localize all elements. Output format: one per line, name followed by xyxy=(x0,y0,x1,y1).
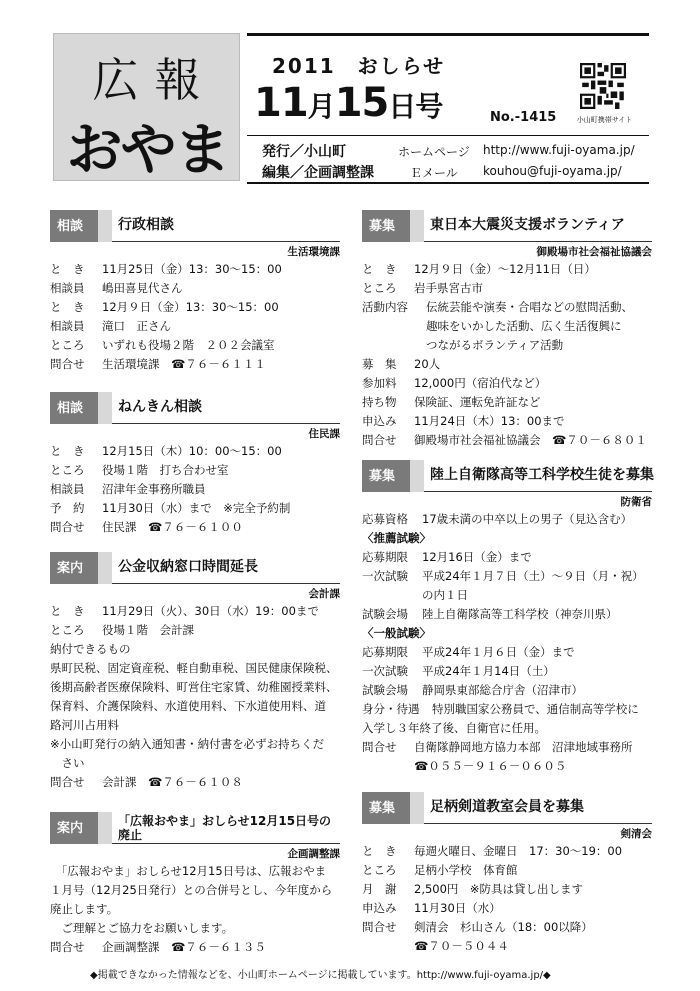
detail-row xyxy=(362,757,652,776)
detail-value: 平成24年１月６日（金）まで xyxy=(422,645,575,659)
category-tag: 案内 xyxy=(50,552,98,584)
detail-label: と き xyxy=(50,444,85,458)
article-header xyxy=(50,210,340,242)
detail-row xyxy=(362,700,652,719)
detail-value: 12月９日（金）～12月11日（日） xyxy=(414,262,596,276)
detail-value: 12,000円（宿泊代など） xyxy=(414,376,547,390)
detail-row xyxy=(362,842,652,861)
category-tag: 募集 xyxy=(362,460,410,492)
detail-value: 特別職国家公務員で、通信制高等学校に xyxy=(432,702,639,716)
detail-value: 足柄小学校 体育館 xyxy=(414,863,518,877)
article-department: 会計課 xyxy=(308,588,340,600)
detail-value: 剣清会 杉山さん（18：00以降） xyxy=(414,920,593,934)
tag-accent xyxy=(98,392,112,424)
detail-label xyxy=(362,937,410,956)
detail-label: 参加料 xyxy=(362,376,397,390)
detail-label: 問合せ xyxy=(50,775,85,789)
detail-row xyxy=(362,279,652,298)
detail-row xyxy=(50,336,340,355)
detail-label xyxy=(362,757,410,776)
masthead-line1: 広報 xyxy=(92,53,217,107)
detail-value: 17歳未満の中卒以上の男子（見込含む） xyxy=(422,512,633,526)
detail-row xyxy=(362,510,652,529)
detail-value: 20人 xyxy=(414,357,441,371)
detail-value: 陸上自衛隊高等工科学校（神奈川県） xyxy=(422,607,618,621)
detail-row xyxy=(362,643,652,662)
article-title: 東日本大震災支援ボランティア xyxy=(430,217,625,233)
article-title: 行政相談 xyxy=(118,217,174,233)
text-line: 保育料、介護保険料、水道使用料、下水道使用料、道 xyxy=(50,699,326,713)
detail-label: 応募期限 xyxy=(362,645,408,659)
detail-label: 問合せ xyxy=(50,520,85,534)
detail-label xyxy=(362,317,422,336)
detail-row xyxy=(362,567,652,586)
date-day-unit: 日号 xyxy=(388,90,443,123)
article-gsdf-school-recruitment xyxy=(362,460,652,776)
article-details xyxy=(362,260,652,450)
detail-row xyxy=(362,861,652,880)
detail-value: 生活環境課 ☎７６－６１１１ xyxy=(102,357,266,371)
detail-value: 入学し３年終了後、自衛官に任用。 xyxy=(362,721,546,735)
article-header xyxy=(50,392,340,424)
qr-caption: 小山町携帯サイト xyxy=(576,116,633,124)
article-pension-consultation xyxy=(50,392,340,537)
article-payment-hours-extension xyxy=(50,552,340,792)
article-department: 企画調整課 xyxy=(287,848,340,860)
article-details xyxy=(50,862,340,957)
detail-row xyxy=(50,317,340,336)
detail-row xyxy=(362,412,652,431)
article-details xyxy=(50,442,340,537)
note-line: ※小山町発行の納入通知書・納付書を必ずお持ちくだ xyxy=(50,737,325,751)
year-label: 2011 おしらせ xyxy=(272,54,446,78)
detail-value: 会計課 ☎７６－６１０８ xyxy=(102,775,243,789)
detail-label: ところ xyxy=(50,623,85,637)
detail-row xyxy=(362,937,652,956)
tag-accent xyxy=(98,812,112,844)
article-header xyxy=(50,552,340,584)
detail-row xyxy=(362,738,652,757)
issue-number: No.-1415 xyxy=(490,110,557,125)
detail-value: 岩手県宮古市 xyxy=(414,281,483,295)
detail-value: 役場１階 打ち合わせ室 xyxy=(102,463,229,477)
detail-row xyxy=(362,355,652,374)
detail-value: 平成24年１月14日（土） xyxy=(422,664,555,678)
detail-label: 申込み xyxy=(362,901,397,915)
section-heading xyxy=(362,529,652,548)
detail-label: 応募期限 xyxy=(362,550,408,564)
detail-row xyxy=(50,279,340,298)
detail-label: 持ち物 xyxy=(362,395,397,409)
text-line: 廃止します。 xyxy=(50,902,119,916)
detail-value: 11月24日（木）13：00まで xyxy=(414,414,565,428)
detail-row xyxy=(362,548,652,567)
article-details xyxy=(50,602,340,792)
detail-row xyxy=(50,298,340,317)
article-title xyxy=(118,814,331,842)
detail-value: 12月15日（木）10：00～15：00 xyxy=(102,444,282,458)
tag-accent xyxy=(98,210,112,242)
detail-label: と き xyxy=(50,604,85,618)
article-newsletter-discontinued xyxy=(50,812,340,957)
article-department: 防衛省 xyxy=(620,496,652,508)
detail-label: 〈一般試験〉 xyxy=(362,626,431,640)
tag-accent xyxy=(410,460,424,492)
detail-label: ところ xyxy=(362,863,397,877)
publisher: 発行／小山町 xyxy=(262,144,346,160)
title-line: 廃止 xyxy=(118,828,143,842)
detail-row xyxy=(362,336,652,355)
detail-row xyxy=(50,499,340,518)
detail-value: 12月16日（金）まで xyxy=(422,550,532,564)
title-line: 「広報おやま」おしらせ12月15日号の xyxy=(118,814,332,828)
homepage-label: ホームページ xyxy=(398,145,470,159)
detail-label: 募 集 xyxy=(362,357,397,371)
article-header xyxy=(362,210,652,242)
section-heading xyxy=(362,624,652,643)
detail-value: 滝口 正さん xyxy=(102,319,171,333)
detail-row xyxy=(50,355,340,374)
date-day: 15 xyxy=(334,80,389,126)
email-address[interactable]: kouhou@fuji-oyama.jp/ xyxy=(483,164,622,178)
article-header xyxy=(362,460,652,492)
article-header xyxy=(362,792,652,824)
detail-row xyxy=(50,621,340,640)
detail-row xyxy=(362,880,652,899)
detail-label: と き xyxy=(362,262,397,276)
detail-label: 問合せ xyxy=(362,740,397,754)
email-label: Ｅメール xyxy=(410,166,458,180)
detail-value: 2,500円 ※防具は貸し出します xyxy=(414,882,584,896)
detail-row xyxy=(362,317,652,336)
category-tag: 案内 xyxy=(50,812,98,844)
homepage-url[interactable]: http://www.fuji-oyama.jp/ xyxy=(483,143,635,157)
detail-value: ☎７０－５０４４ xyxy=(414,939,509,953)
detail-value: 嶋田喜見代さん xyxy=(102,281,183,295)
text-line: １月号（12月25日発行）との合併号とし、今年度から xyxy=(50,883,333,897)
detail-value: ☎０５５－９１６－０６０５ xyxy=(414,759,567,773)
detail-value: 11月25日（金）13：30～15：00 xyxy=(102,262,282,276)
detail-row xyxy=(362,374,652,393)
detail-value: 毎週火曜日、金曜日 17：30～19：00 xyxy=(414,844,623,858)
detail-row xyxy=(50,442,340,461)
date-month-unit: 月 xyxy=(307,90,335,123)
tag-accent xyxy=(410,792,424,824)
detail-label: 試験会場 xyxy=(362,683,408,697)
detail-label: 一次試験 xyxy=(362,664,408,678)
detail-value: 住民課 ☎７６－６１００ xyxy=(102,520,243,534)
detail-label: 問合せ xyxy=(50,940,85,954)
editor: 編集／企画調整課 xyxy=(262,165,374,181)
issue-date xyxy=(254,80,442,126)
detail-row xyxy=(362,393,652,412)
date-month: 11 xyxy=(254,80,308,126)
detail-value: つながるボランティア活動 xyxy=(426,338,564,352)
article-kendo-class-recruitment xyxy=(362,792,652,956)
article-details xyxy=(362,510,652,776)
detail-row xyxy=(50,480,340,499)
article-disaster-volunteer xyxy=(362,210,652,450)
article-department: 御殿場市社会福祉協議会 xyxy=(536,246,652,258)
detail-label: 相談員 xyxy=(50,482,85,496)
detail-value: 自衛隊静岡地方協力本部 沼津地域事務所 xyxy=(414,740,633,754)
detail-value: 趣味をいかした活動、広く生活復興に xyxy=(426,319,622,333)
category-tag: 募集 xyxy=(362,210,410,242)
detail-value: 企画調整課 ☎７６－６１３５ xyxy=(102,940,266,954)
detail-row xyxy=(362,918,652,937)
text-line: 後期高齢者医療保険料、町営住宅家賃、幼稚園授業料、 xyxy=(50,680,338,694)
detail-label: 申込み xyxy=(362,414,397,428)
text-line: 県町民税、固定資産税、軽自動車税、国民健康保険税、 xyxy=(50,661,338,675)
masthead xyxy=(53,33,240,181)
text-line: 「広報おやま」おしらせ12月15日号は、広報おやま xyxy=(50,864,327,878)
detail-row xyxy=(362,298,652,317)
detail-row xyxy=(362,899,652,918)
detail-label: 〈推薦試験〉 xyxy=(362,531,431,545)
detail-label: ところ xyxy=(362,281,397,295)
detail-label: 活動内容 xyxy=(362,300,408,314)
detail-value: いずれも役場２階 ２０２会議室 xyxy=(102,338,275,352)
detail-label: 問合せ xyxy=(50,357,85,371)
detail-value: 静岡県東部総合庁舎（沼津市） xyxy=(422,683,583,697)
detail-label: ところ xyxy=(50,463,85,477)
detail-label xyxy=(362,586,418,605)
detail-value: 伝統芸能や演奏・合唱などの慰問活動、 xyxy=(426,300,633,314)
masthead-line2: おやま xyxy=(66,117,229,183)
detail-row xyxy=(50,938,340,957)
detail-row xyxy=(50,461,340,480)
detail-row xyxy=(50,518,340,537)
detail-row xyxy=(362,605,652,624)
detail-value: 12月９日（金）13：30～15：00 xyxy=(102,300,279,314)
detail-value: の内１日 xyxy=(422,588,468,602)
detail-row xyxy=(50,260,340,279)
detail-value: 御殿場市社会福祉協議会 ☎７０－６８０１ xyxy=(414,433,647,447)
detail-label: と き xyxy=(50,300,85,314)
header-divider xyxy=(247,135,649,136)
detail-row xyxy=(362,586,652,605)
detail-row xyxy=(50,773,340,792)
note-line: さい xyxy=(50,756,85,770)
article-title: 足柄剣道教室会員を募集 xyxy=(430,799,584,815)
detail-row xyxy=(362,431,652,450)
category-tag: 相談 xyxy=(50,392,98,424)
category-tag: 募集 xyxy=(362,792,410,824)
detail-value: 沼津年金事務所職員 xyxy=(102,482,206,496)
article-title: 陸上自衛隊高等工科学校生徒を募集 xyxy=(430,467,654,483)
category-tag: 相談 xyxy=(50,210,98,242)
detail-label: 問合せ xyxy=(362,920,397,934)
detail-row xyxy=(362,662,652,681)
detail-value: 保険証、運転免許証など xyxy=(414,395,541,409)
detail-label: 応募資格 xyxy=(362,512,408,526)
detail-label: 相談員 xyxy=(50,319,85,333)
article-title: 公金収納窓口時間延長 xyxy=(118,559,258,575)
article-details xyxy=(50,260,340,374)
detail-value: 平成24年１月７日（土）～９日（月・祝） xyxy=(422,569,644,583)
detail-value: 11月29日（火）、30日（水）19：00まで xyxy=(102,604,319,618)
detail-label: 相談員 xyxy=(50,281,85,295)
detail-label: と き xyxy=(50,262,85,276)
detail-label: 予 約 xyxy=(50,501,85,515)
detail-value: 役場１階 会計課 xyxy=(102,623,194,637)
detail-value: 11月30日（水） xyxy=(414,901,501,915)
detail-row xyxy=(362,681,652,700)
sub-heading: 納付できるもの xyxy=(50,642,131,656)
detail-row xyxy=(362,719,652,738)
text-line: 路河川占用料 xyxy=(50,718,119,732)
tag-accent xyxy=(410,210,424,242)
article-department: 生活環境課 xyxy=(287,246,340,258)
detail-row xyxy=(50,602,340,621)
detail-row xyxy=(362,260,652,279)
article-department: 剣清会 xyxy=(620,828,652,840)
article-title: ねんきん相談 xyxy=(118,399,202,415)
header-bottom-rule xyxy=(247,182,649,184)
tag-accent xyxy=(98,552,112,584)
detail-label: ところ xyxy=(50,338,85,352)
detail-label xyxy=(362,336,422,355)
article-header xyxy=(50,812,340,844)
detail-label: 試験会場 xyxy=(362,607,408,621)
detail-label: 問合せ xyxy=(362,433,397,447)
article-details xyxy=(362,842,652,956)
detail-label: 一次試験 xyxy=(362,569,408,583)
article-department: 住民課 xyxy=(308,428,340,440)
qr-code-icon xyxy=(580,63,626,109)
article-administrative-consultation xyxy=(50,210,340,374)
detail-label: 身分・待遇 xyxy=(362,702,420,716)
footer-notice: ◆掲載できなかった情報などを、小山町ホームページに掲載しています。http://www.fuji-oyama.jp/◆ xyxy=(90,970,551,981)
text-line: ご理解とご協力をお願いします。 xyxy=(50,921,234,935)
detail-label: 月 謝 xyxy=(362,882,397,896)
detail-value: 11月30日（水）まで ※完全予約制 xyxy=(102,501,291,515)
detail-label: と き xyxy=(362,844,397,858)
